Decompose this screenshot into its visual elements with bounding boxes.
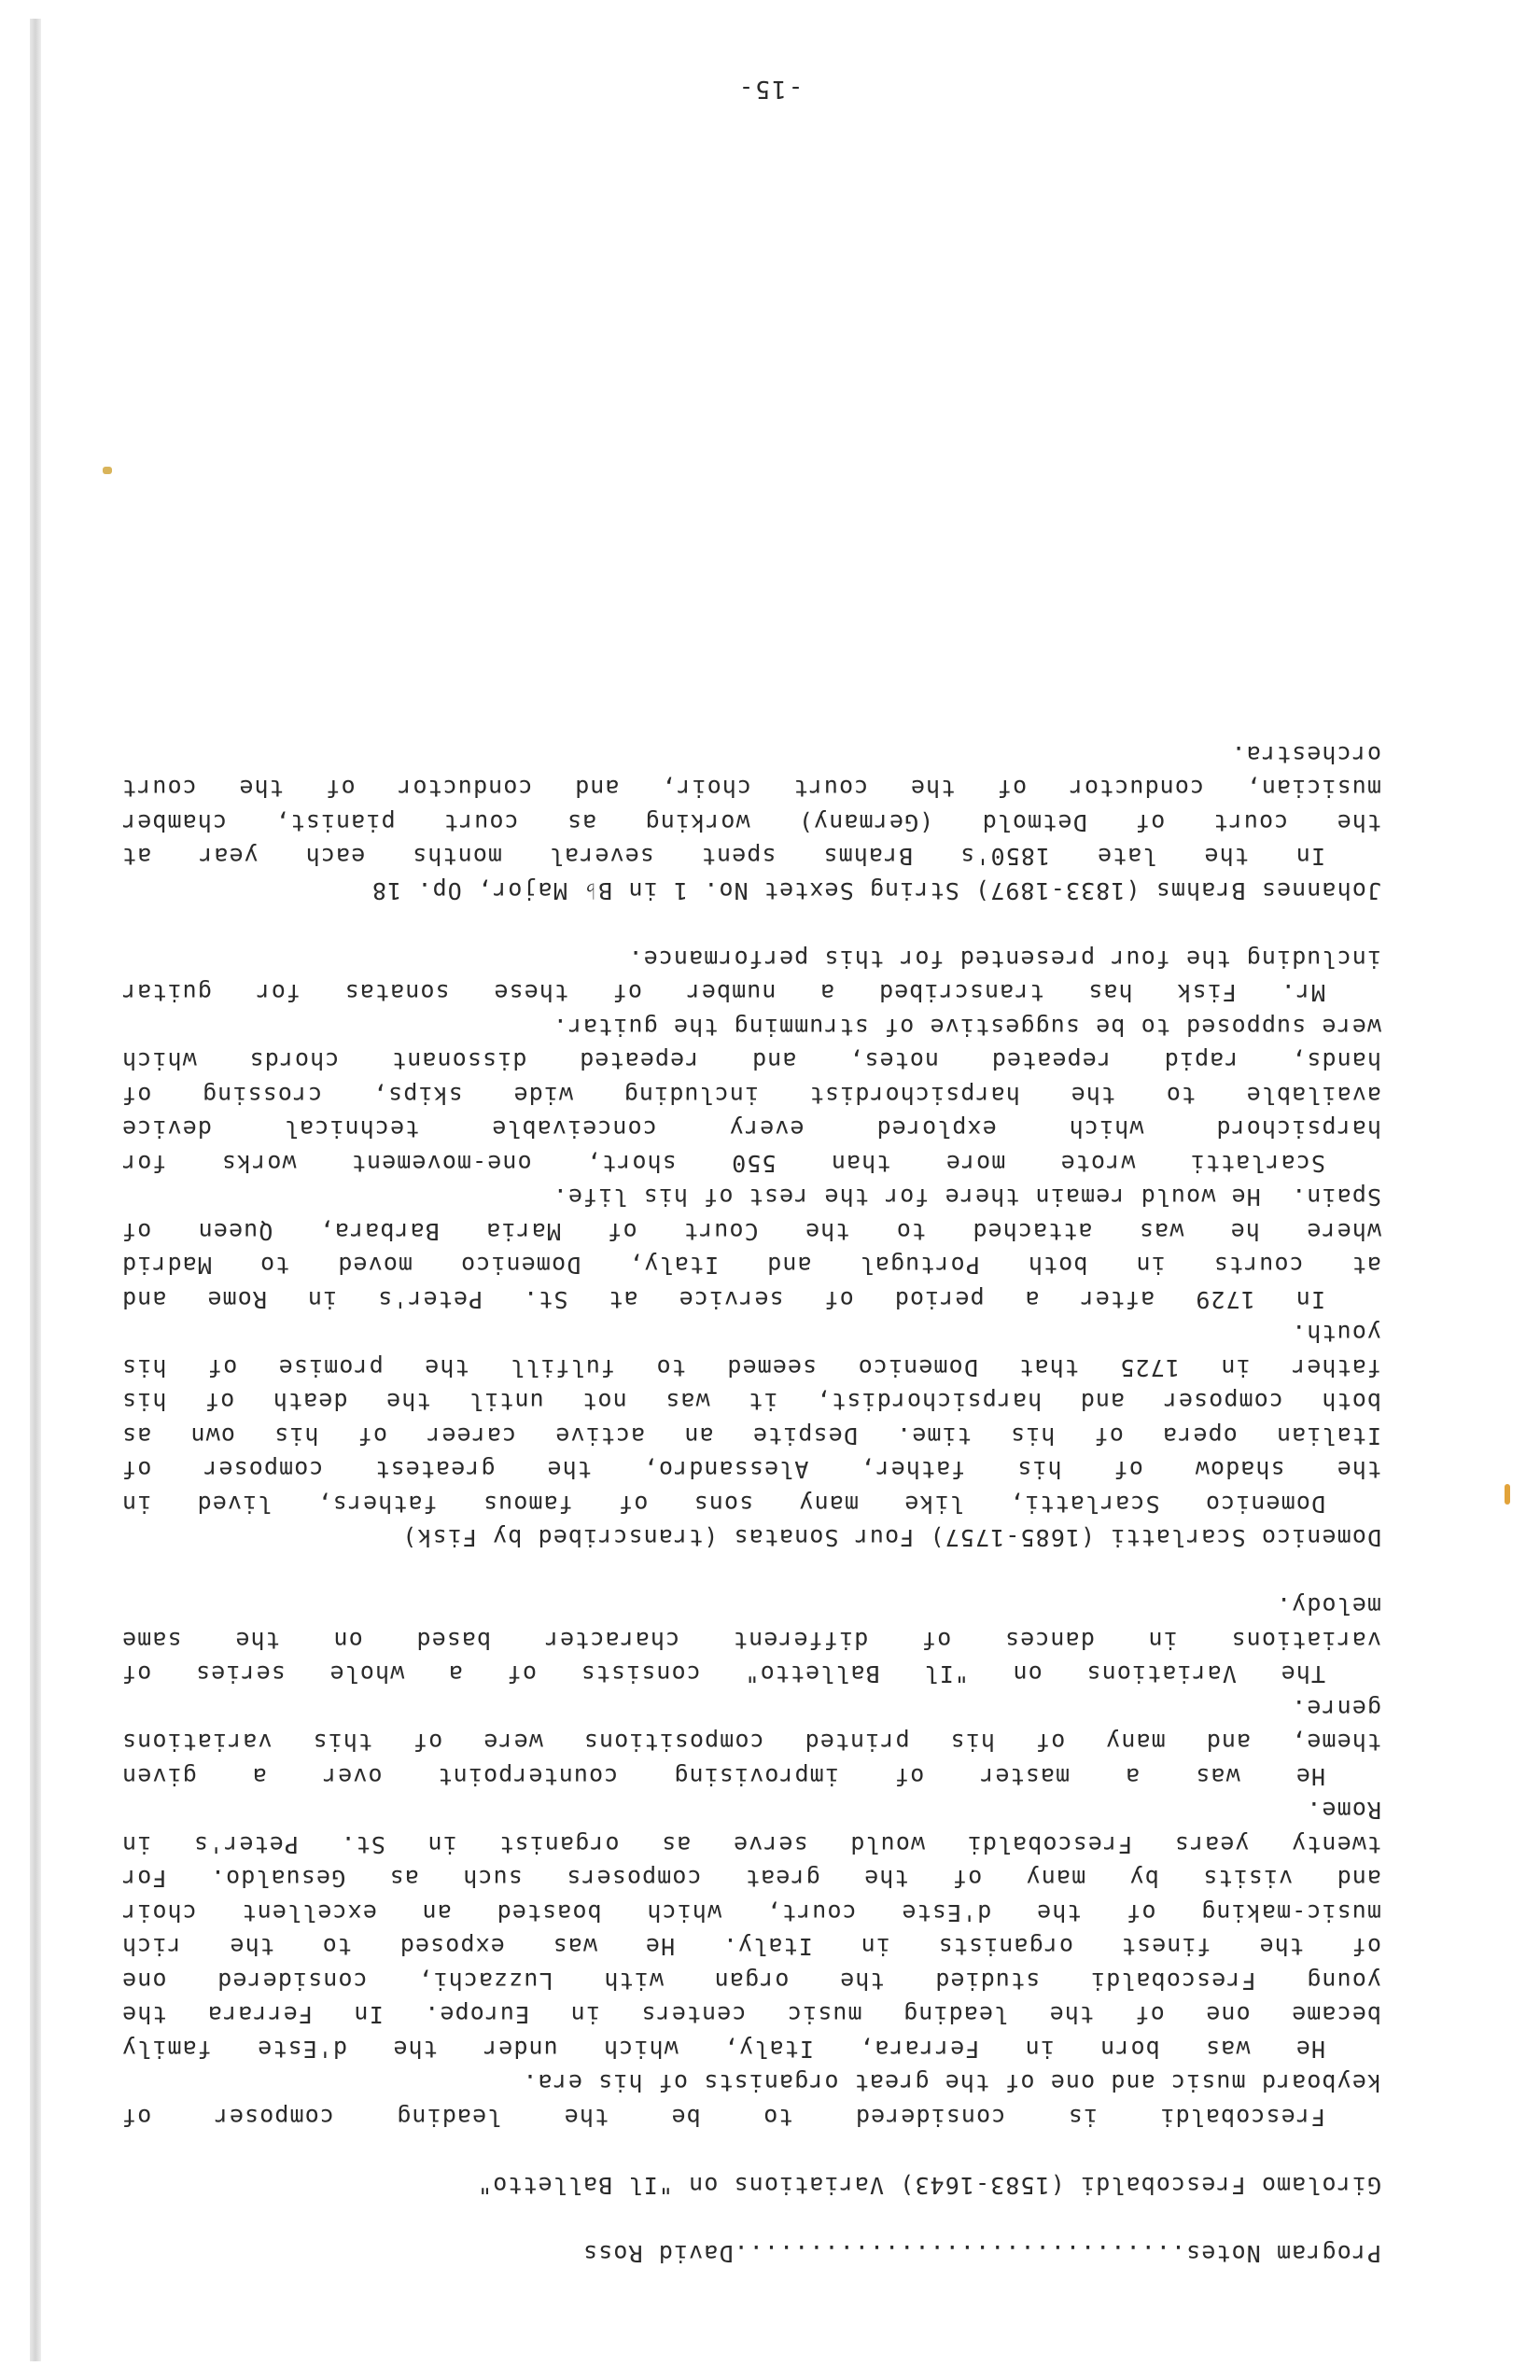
text-line: hands, rapid repeated notes, and repeated dissonant chords which [121,1047,1381,1075]
text-line: of the finest organists in Italy. He was exposed to the rich [121,1933,1381,1961]
text-line: Mr. Fisk has transcribed a number of these sonatas for guitar [121,979,1325,1007]
text-line: genre. [1291,1695,1381,1722]
text-line: father in 1725 that Domenico seemed to fulfill the promise of his [121,1354,1381,1381]
text-line: both composer and harpsichordist, it was not until the death of his [121,1388,1381,1416]
text-line: twenty years Frescobaldi would serve as organist in St. Peter's in [121,1831,1381,1858]
text-line: In the late 1850's Brahms spent several months each year at [121,843,1325,871]
text-line: where he was attached to the Court of Maria Barbara, Queen of [121,1218,1381,1245]
header-left: Program Notes [1185,2240,1381,2267]
text-line: at courts in both Portugal and Italy, Domenico moved to Madrid [121,1252,1381,1280]
text-line: music-making of the d'Este court, which boasted an excellent choir [121,1899,1381,1926]
section-heading: Domenico Scarlatti (1685-1757) Four Sonatas (transcribed by Fisk) [401,1524,1381,1552]
text-line: melody. [1275,1592,1381,1620]
text-line: He was born in Ferrara, Italy, which under the d'Este family [121,2036,1325,2063]
text-line: variations in dances of different character based on the same [121,1627,1381,1654]
text-line: The Variations on "Il Balletto" consists of a whole series of [121,1660,1325,1688]
text-line: Spain. He would remain there for the rest of his life. [552,1183,1381,1211]
text-line: including the four presented for this performance. [627,945,1381,973]
header-line [121,2236,1381,2271]
text-line: Frescobaldi is considered to be the leading composer of [121,2104,1325,2131]
highlighter-mark [103,467,112,474]
text-line: and visits by many of the great composers such as Gesualdo. For [121,1865,1381,1893]
text-line: In 1729 after a period of service at St. Peter's in Rome and [121,1286,1325,1313]
text-line: He was a master of improvising counterpoint over a given [121,1763,1325,1790]
text-line: musician, conductor of the court choir, and conductor of the court [121,775,1381,803]
text-line: orchestra. [1230,741,1381,768]
text-line: theme, and many of his printed compositions were of this variations [121,1729,1381,1757]
text-line: Rome. [1306,1797,1381,1825]
header-right: David Ross [581,2240,734,2267]
highlighter-mark [1505,1484,1510,1505]
header-dots: .............................. [733,2240,1186,2267]
text-line: Scarlatti wrote more than 550 short, one-movement works for [121,1150,1325,1177]
section-heading: Johannes Brahms (1833-1897) String Sextet No. 1 in B♭ Major, Op. 18 [371,877,1381,904]
text-line: the court of Detmold (Germany) working as court pianist, chamber [121,809,1381,836]
text-line: the shadow of his father, Alessandro, the greatest composer of [121,1456,1381,1484]
text-line: available to the harpsichordist including wide skips, crossing of [121,1082,1381,1109]
text-line: became one of the leading music centers in Europe. In Ferrara the [121,2001,1381,2029]
page-number: -15- [736,75,804,103]
text-line: young Frescobaldi studied the organ with Luzzachi, considered one [121,1967,1381,1995]
text-line: Italian opera of his time. Despite an active career of his own as [121,1422,1381,1449]
text-line: harpsichord which explored every conceivable technical device [121,1115,1381,1143]
text-line: were supposed to be suggestive of strumming the guitar. [552,1014,1381,1041]
text-line: Domenico Scarlatti, like many sons of famous fathers, lived in [121,1491,1325,1518]
text-line: keyboard music and one of the great organists of his era. [522,2069,1381,2097]
text-line: youth. [1291,1320,1381,1348]
document-body [121,737,1381,2271]
section-heading: Girolamo Frescobaldi (1583-1643) Variations on "Il Balletto" [476,2172,1381,2199]
